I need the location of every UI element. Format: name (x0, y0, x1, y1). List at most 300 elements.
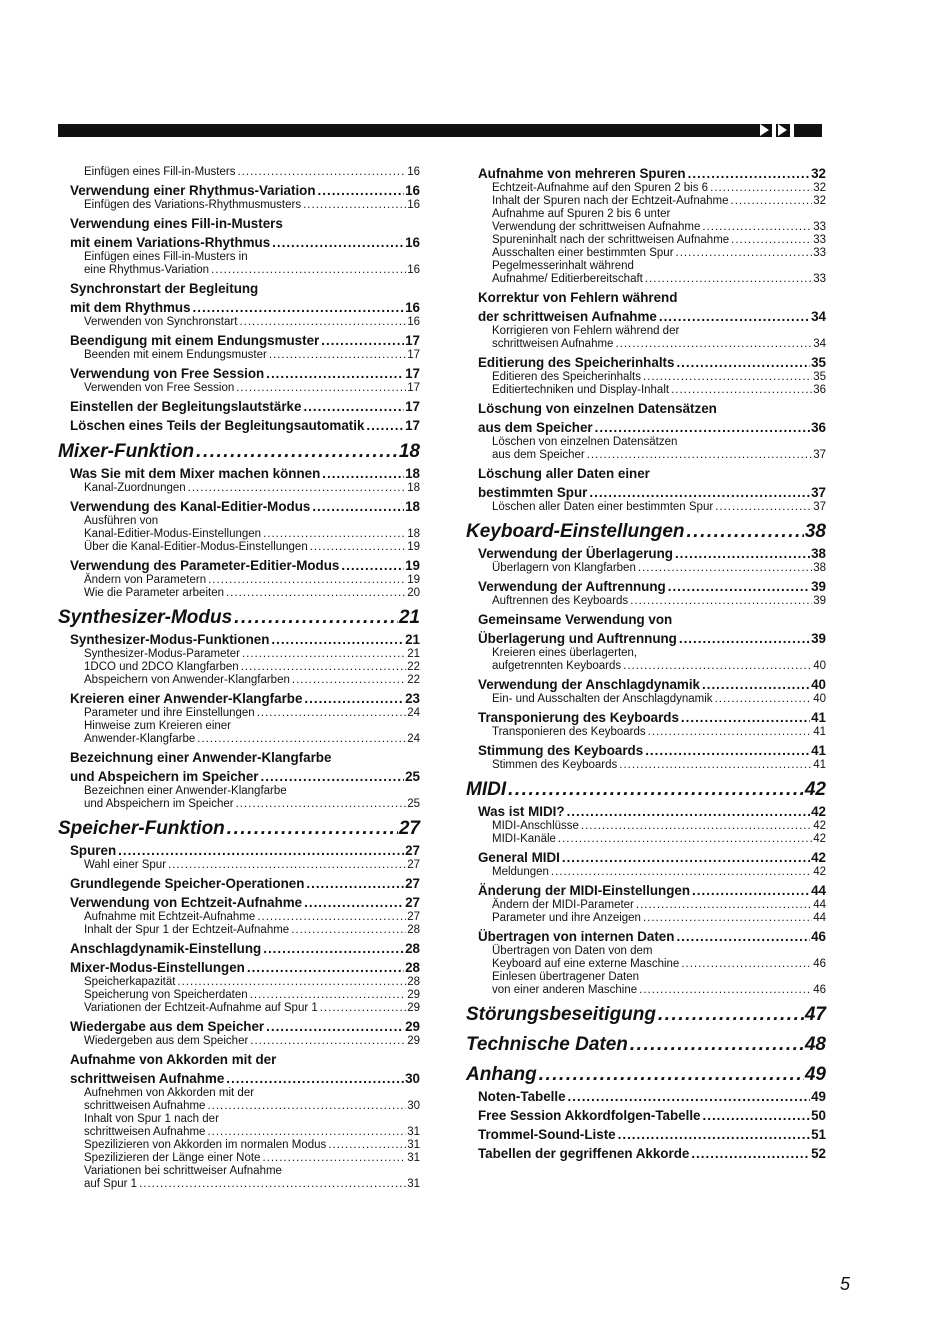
toc-entry-page: 21 (398, 607, 420, 628)
leader-dots (710, 182, 812, 195)
leader-dots (630, 1033, 804, 1057)
toc-section (466, 546, 826, 562)
toc-entry-page: 28 (405, 960, 420, 975)
toc-subsection (466, 371, 826, 384)
toc-section (58, 558, 420, 574)
toc-entry-title: Kreieren eines überlagerten, (492, 647, 638, 659)
toc-section (466, 420, 826, 436)
toc-entry-title: Ändern von Parametern (84, 574, 207, 586)
toc-entry-title: Pegelmesserinhalt während (492, 260, 634, 272)
toc-entry-page: 16 (407, 199, 420, 211)
toc-subsection (58, 528, 420, 541)
toc-subsection (466, 221, 826, 234)
toc-section (466, 631, 826, 647)
leader-dots (568, 1089, 811, 1105)
toc-entry-title: MIDI-Anschlüsse (492, 820, 579, 832)
toc-entry-title: Abspeichern von Anwender-Klangfarben (84, 674, 290, 686)
leader-dots (266, 366, 404, 382)
leader-dots (731, 234, 812, 247)
toc-entry-title: Verwendung von Echtzeit-Aufnahme (70, 895, 303, 910)
toc-subsection (58, 1139, 420, 1152)
toc-entry-page: 39 (813, 595, 826, 607)
toc-entry-title: Kanal-Editier-Modus-Einstellungen (84, 528, 262, 540)
toc-subsection (466, 984, 826, 997)
toc-section (58, 691, 420, 707)
toc-entry-page: 50 (811, 1108, 826, 1123)
toc-entry-page: 37 (811, 485, 826, 500)
toc-entry-title: Editierung des Speicherinhalts (478, 355, 675, 370)
toc-entry-page: 41 (813, 759, 826, 771)
leader-dots (676, 247, 813, 260)
toc-entry-page: 16 (407, 316, 420, 328)
toc-entry-page: 27 (405, 843, 420, 858)
toc-entry-page: 44 (813, 912, 826, 924)
leader-dots (623, 660, 812, 673)
toc-subsection (58, 1002, 420, 1015)
toc-entry-title: Beendigung mit einem Endungsmuster (70, 333, 320, 348)
leader-dots (241, 661, 407, 674)
toc-entry-title: Verwendung der Überlagerung (478, 546, 673, 561)
toc-entry-page: 35 (811, 355, 826, 370)
leader-dots (139, 1178, 406, 1191)
toc-entry-page: 19 (405, 558, 420, 573)
toc-section (58, 941, 420, 957)
toc-subsection (466, 866, 826, 879)
toc-section (58, 183, 420, 199)
leader-dots (508, 778, 804, 802)
leader-dots (237, 166, 406, 179)
toc-subsection (466, 338, 826, 351)
toc-entry-title: Über die Kanal-Editier-Modus-Einstellungen (84, 541, 308, 553)
leader-dots (659, 309, 810, 325)
toc-subsection (466, 958, 826, 971)
toc-entry-page: 30 (407, 1100, 420, 1112)
toc-section (466, 1089, 826, 1105)
toc-entry-title: Einfügen des Variations-Rhythmusmusters (84, 199, 302, 211)
toc-entry-page: 49 (804, 1064, 826, 1085)
toc-entry-title: Ändern der MIDI-Parameter (492, 899, 634, 911)
toc-section (466, 677, 826, 693)
toc-section (466, 883, 826, 899)
toc-entry-page: 17 (405, 418, 420, 433)
toc-entry-title: Verwendung der schrittweisen Aufnahme (492, 221, 701, 233)
toc-entry-title: aus dem Speicher (478, 420, 593, 435)
toc-entry-title: Echtzeit-Aufnahme auf den Spuren 2 bis 6 (492, 182, 709, 194)
toc-subsection (58, 1035, 420, 1048)
toc-entry-title: Überlagerung und Auftrennung (478, 631, 677, 646)
toc-entry-title: Löschung von einzelnen Datensätzen (478, 401, 717, 416)
toc-subsection (58, 1100, 420, 1113)
toc-entry-title: MIDI (466, 779, 507, 800)
toc-subsection (466, 660, 826, 673)
leader-dots (211, 264, 406, 277)
toc-entry-page: 40 (811, 677, 826, 692)
toc-entry-page: 33 (813, 221, 826, 233)
toc-entry-title: Transponieren des Keyboards (492, 726, 646, 738)
toc-entry-title: Editieren des Speicherinhalts (492, 371, 641, 383)
leader-dots (188, 482, 407, 495)
toc-section (58, 750, 420, 766)
toc-subsection (466, 912, 826, 925)
toc-entry-title: Transponierung des Keyboards (478, 710, 679, 725)
toc-subsection (466, 759, 826, 772)
leader-dots (630, 595, 812, 608)
leader-dots (615, 338, 812, 351)
toc-entry-page: 33 (813, 273, 826, 285)
leader-dots (303, 199, 406, 212)
toc-entry-page: 22 (407, 661, 420, 673)
leader-dots (676, 355, 810, 371)
toc-entry-page: 46 (813, 984, 826, 996)
toc-entry-title: und Abspeichern im Speicher (70, 769, 259, 784)
toc-subsection (58, 924, 420, 937)
toc-entry-title: Verwendung einer Rhythmus-Variation (70, 183, 316, 198)
toc-section (58, 843, 420, 859)
toc-section (58, 466, 420, 482)
leader-dots (539, 1063, 804, 1087)
toc-subsection (466, 693, 826, 706)
toc-entry-page: 44 (811, 883, 826, 898)
leader-dots (618, 1127, 810, 1143)
toc-entry-page: 27 (407, 911, 420, 923)
toc-entry-title: Verwendung der Anschlagdynamik (478, 677, 700, 692)
toc-entry-title: Mixer-Modus-Einstellungen (70, 960, 245, 975)
toc-section (466, 1108, 826, 1124)
toc-entry-title: Beenden mit einem Endungsmuster (84, 349, 267, 361)
leader-dots (304, 691, 404, 707)
toc-subsection (58, 911, 420, 924)
toc-section (58, 399, 420, 415)
toc-entry-page: 42 (811, 804, 826, 819)
toc-entry-title: Übertragen von internen Daten (478, 929, 675, 944)
toc-entry-page: 27 (405, 876, 420, 891)
toc-subsection (58, 989, 420, 1002)
toc-entry-title: Auftrennen des Keyboards (492, 595, 629, 607)
toc-entry-title: von einer anderen Maschine (492, 984, 638, 996)
toc-entry-page: 38 (813, 562, 826, 574)
toc-entry-page: 18 (405, 499, 420, 514)
toc-entry-title: Anschlagdynamik-Einstellung (70, 941, 262, 956)
leader-dots (247, 960, 404, 976)
leader-dots (671, 384, 812, 397)
leader-dots (322, 466, 404, 482)
toc-entry-page: 17 (407, 349, 420, 361)
toc-entry-page: 18 (407, 482, 420, 494)
toc-subsection (58, 587, 420, 600)
toc-entry-title: Synchronstart der Begleitung (70, 281, 259, 296)
toc-section (58, 960, 420, 976)
toc-section (58, 895, 420, 911)
toc-subsection (466, 234, 826, 247)
leader-dots (668, 579, 810, 595)
toc-entry-title: Anwender-Klangfarbe (84, 733, 196, 745)
toc-subsection (58, 648, 420, 661)
toc-entry-title: Verwendung des Kanal-Editier-Modus (70, 499, 311, 514)
leader-dots (242, 648, 406, 661)
toc-section (466, 1146, 826, 1162)
toc-entry-page: 16 (407, 264, 420, 276)
leader-dots (207, 1126, 406, 1139)
toc-subsection (466, 273, 826, 286)
toc-subsection (58, 785, 420, 798)
toc-entry-page: 38 (804, 521, 826, 542)
toc-chapter (58, 606, 420, 630)
toc-subsection (58, 720, 420, 733)
leader-dots (702, 677, 810, 693)
toc-entry-title: Noten-Tabelle (478, 1089, 566, 1104)
toc-section (466, 401, 826, 417)
leader-dots (562, 850, 810, 866)
toc-entry-page: 19 (407, 541, 420, 553)
toc-entry-page: 29 (407, 989, 420, 1001)
arrow-mark-icon (760, 124, 769, 136)
toc-entry-page: 27 (398, 818, 420, 839)
leader-dots (619, 759, 812, 772)
leader-dots (239, 316, 406, 329)
leader-dots (303, 399, 404, 415)
toc-entry-title: Stimmung des Keyboards (478, 743, 644, 758)
header-bar (58, 124, 822, 137)
toc-entry-title: Einfügen eines Fill-in-Musters in (84, 251, 248, 263)
toc-subsection (466, 820, 826, 833)
toc-section (58, 769, 420, 785)
toc-chapter (58, 440, 420, 464)
toc-section (58, 366, 420, 382)
leader-dots (208, 574, 406, 587)
toc-entry-page: 16 (407, 166, 420, 178)
toc-entry-page: 34 (813, 338, 826, 350)
leader-dots (263, 528, 406, 541)
leader-dots (675, 546, 810, 562)
toc-entry-title: Hinweise zum Kreieren einer (84, 720, 232, 732)
toc-entry-page: 17 (407, 382, 420, 394)
toc-section (466, 290, 826, 306)
toc-subsection (58, 733, 420, 746)
toc-entry-title: und Abspeichern im Speicher (84, 798, 234, 810)
toc-entry-title: Verwendung der Auftrennung (478, 579, 666, 594)
toc-entry-title: Synthesizer-Modus-Funktionen (70, 632, 270, 647)
toc-subsection (466, 647, 826, 660)
toc-entry-title: Synthesizer-Modus-Parameter (84, 648, 240, 660)
leader-dots (304, 895, 404, 911)
toc-entry-page: 22 (407, 674, 420, 686)
toc-entry-page: 17 (405, 399, 420, 414)
toc-entry-title: Was ist MIDI? (478, 804, 565, 819)
toc-entry-title: schrittweisen Aufnahme (84, 1126, 206, 1138)
toc-entry-title: Änderung der MIDI-Einstellungen (478, 883, 691, 898)
leader-dots (648, 726, 813, 739)
leader-dots (321, 333, 404, 349)
toc-subsection (58, 859, 420, 872)
leader-dots (703, 1108, 811, 1124)
toc-entry-page: 23 (405, 691, 420, 706)
leader-dots (292, 674, 406, 687)
toc-entry-title: Anhang (466, 1064, 537, 1085)
toc-entry-page: 18 (405, 466, 420, 481)
leader-dots (177, 976, 406, 989)
toc-entry-title: Inhalt von Spur 1 nach der (84, 1113, 219, 1125)
leader-dots (227, 817, 398, 841)
toc-section (58, 632, 420, 648)
toc-subsection (58, 166, 420, 179)
leader-dots (320, 1002, 406, 1015)
toc-subsection (466, 562, 826, 575)
toc-entry-page: 17 (405, 333, 420, 348)
toc-subsection (58, 1087, 420, 1100)
leader-dots (257, 911, 406, 924)
toc-section (466, 355, 826, 371)
toc-entry-title: Löschen aller Daten einer bestimmten Spur (492, 501, 714, 513)
toc-entry-page: 41 (813, 726, 826, 738)
toc-entry-title: Aufnahme von mehreren Spuren (478, 166, 686, 181)
toc-subsection (58, 316, 420, 329)
toc-entry-page: 42 (804, 779, 826, 800)
toc-section (466, 166, 826, 182)
toc-entry-title: Aufnehmen von Akkorden mit der (84, 1087, 255, 1099)
toc-entry-title: Was Sie mit dem Mixer machen können (70, 466, 321, 481)
leader-dots (341, 558, 404, 574)
toc-entry-page: 31 (407, 1126, 420, 1138)
leader-dots (271, 632, 404, 648)
leader-dots (692, 883, 810, 899)
toc-entry-title: Spureninhalt nach der schrittweisen Aufnahme (492, 234, 730, 246)
toc-subsection (58, 661, 420, 674)
leader-dots (312, 499, 404, 515)
toc-entry-title: Spuren (70, 843, 117, 858)
leader-dots (306, 876, 404, 892)
toc-entry-title: Verwendung von Free Session (70, 366, 265, 381)
toc-entry-title: aus dem Speicher (492, 449, 585, 461)
leader-dots (118, 843, 404, 859)
toc-entry-title: Mixer-Funktion (58, 441, 195, 462)
toc-entry-page: 52 (811, 1146, 826, 1161)
toc-subsection (466, 899, 826, 912)
leader-dots (257, 707, 407, 720)
toc-entry-page: 16 (405, 183, 420, 198)
toc-entry-page: 37 (813, 501, 826, 513)
leader-dots (679, 631, 810, 647)
toc-entry-title: General MIDI (478, 850, 560, 865)
toc-entry-title: Speicherkapazität (84, 976, 176, 988)
leader-dots (645, 273, 812, 286)
toc-entry-page: 33 (813, 234, 826, 246)
toc-section (58, 1071, 420, 1087)
toc-entry-page: 32 (813, 182, 826, 194)
leader-dots (715, 501, 812, 514)
toc-subsection (58, 798, 420, 811)
leader-dots (291, 924, 406, 937)
toc-entry-title: Wie die Parameter arbeiten (84, 587, 224, 599)
toc-entry-page: 29 (407, 1002, 420, 1014)
toc-entry-title: mit einem Variations-Rhythmus (70, 235, 271, 250)
toc-entry-title: Ein- und Ausschalten der Anschlagdynamik (492, 693, 713, 705)
toc-entry-title: auf Spur 1 (84, 1178, 138, 1190)
toc-entry-page: 16 (405, 300, 420, 315)
toc-entry-title: Ausschalten einer bestimmten Spur (492, 247, 674, 259)
leader-dots (266, 1019, 404, 1035)
toc-entry-title: Wiedergabe aus dem Speicher (70, 1019, 265, 1034)
toc-subsection (58, 1113, 420, 1126)
toc-entry-page: 31 (407, 1178, 420, 1190)
toc-entry-title: Free Session Akkordfolgen-Tabelle (478, 1108, 701, 1123)
toc-entry-page: 36 (813, 384, 826, 396)
toc-entry-title: Aufnahme mit Echtzeit-Aufnahme (84, 911, 256, 923)
toc-section (58, 499, 420, 515)
toc-entry-title: Bezeichnen einer Anwender-Klangfarbe (84, 785, 287, 797)
toc-entry-page: 38 (811, 546, 826, 561)
toc-entry-title: 1DCO und 2DCO Klangfarben (84, 661, 239, 673)
toc-section (58, 1052, 420, 1068)
toc-entry-title: Übertragen von Daten von dem (492, 945, 653, 957)
toc-subsection (58, 707, 420, 720)
toc-entry-page: 37 (813, 449, 826, 461)
leader-dots (595, 420, 810, 436)
toc-subsection (466, 726, 826, 739)
toc-entry-title: Kanal-Zuordnungen (84, 482, 186, 494)
toc-subsection (466, 260, 826, 273)
toc-entry-page: 33 (813, 247, 826, 259)
toc-section (58, 418, 420, 434)
leader-dots (263, 941, 404, 957)
toc-entry-title: Tabellen der gegriffenen Akkorde (478, 1146, 690, 1161)
toc-section (58, 1019, 420, 1035)
toc-chapter (58, 817, 420, 841)
toc-entry-title: schrittweisen Aufnahme (84, 1100, 206, 1112)
toc-subsection (58, 251, 420, 264)
toc-entry-page: 28 (407, 924, 420, 936)
toc-section (466, 309, 826, 325)
toc-entry-page: 27 (405, 895, 420, 910)
toc-subsection (466, 384, 826, 397)
leader-dots (226, 1071, 404, 1087)
leader-dots (731, 195, 813, 208)
toc-entry-page: 40 (813, 693, 826, 705)
toc-entry-title: Meldungen (492, 866, 549, 878)
toc-entry-page: 29 (407, 1035, 420, 1047)
leader-dots (207, 1100, 406, 1113)
toc-entry-page: 51 (811, 1127, 826, 1142)
toc-subsection (466, 325, 826, 338)
toc-section (58, 876, 420, 892)
toc-entry-title: Verwendung des Parameter-Editier-Modus (70, 558, 340, 573)
toc-entry-title: Einstellen der Begleitungslautstärke (70, 399, 302, 414)
toc-entry-page: 41 (811, 743, 826, 758)
toc-entry-page: 32 (813, 195, 826, 207)
arrow-mark-icon (778, 124, 787, 136)
leader-dots (587, 449, 813, 462)
leader-dots (236, 382, 406, 395)
toc-subsection (466, 195, 826, 208)
toc-entry-title: MIDI-Kanäle (492, 833, 556, 845)
toc-entry-page: 42 (813, 866, 826, 878)
toc-section (466, 743, 826, 759)
toc-entry-title: Korrektur von Fehlern während (478, 290, 678, 305)
toc-subsection (466, 945, 826, 958)
toc-entry-title: Störungsbeseitigung (466, 1004, 656, 1025)
toc-subsection (58, 349, 420, 362)
leader-dots (366, 418, 404, 434)
toc-entry-title: mit dem Rhythmus (70, 300, 191, 315)
toc-entry-title: Editiertechniken und Display-Inhalt (492, 384, 670, 396)
leader-dots (567, 804, 811, 820)
toc-section (466, 710, 826, 726)
toc-entry-title: bestimmten Spur (478, 485, 588, 500)
leader-dots (702, 221, 812, 234)
toc-entry-title: Wiedergeben aus dem Speicher (84, 1035, 249, 1047)
toc-entry-title: Verwenden von Synchronstart (84, 316, 238, 328)
toc-subsection (466, 833, 826, 846)
toc-entry-page: 44 (813, 899, 826, 911)
